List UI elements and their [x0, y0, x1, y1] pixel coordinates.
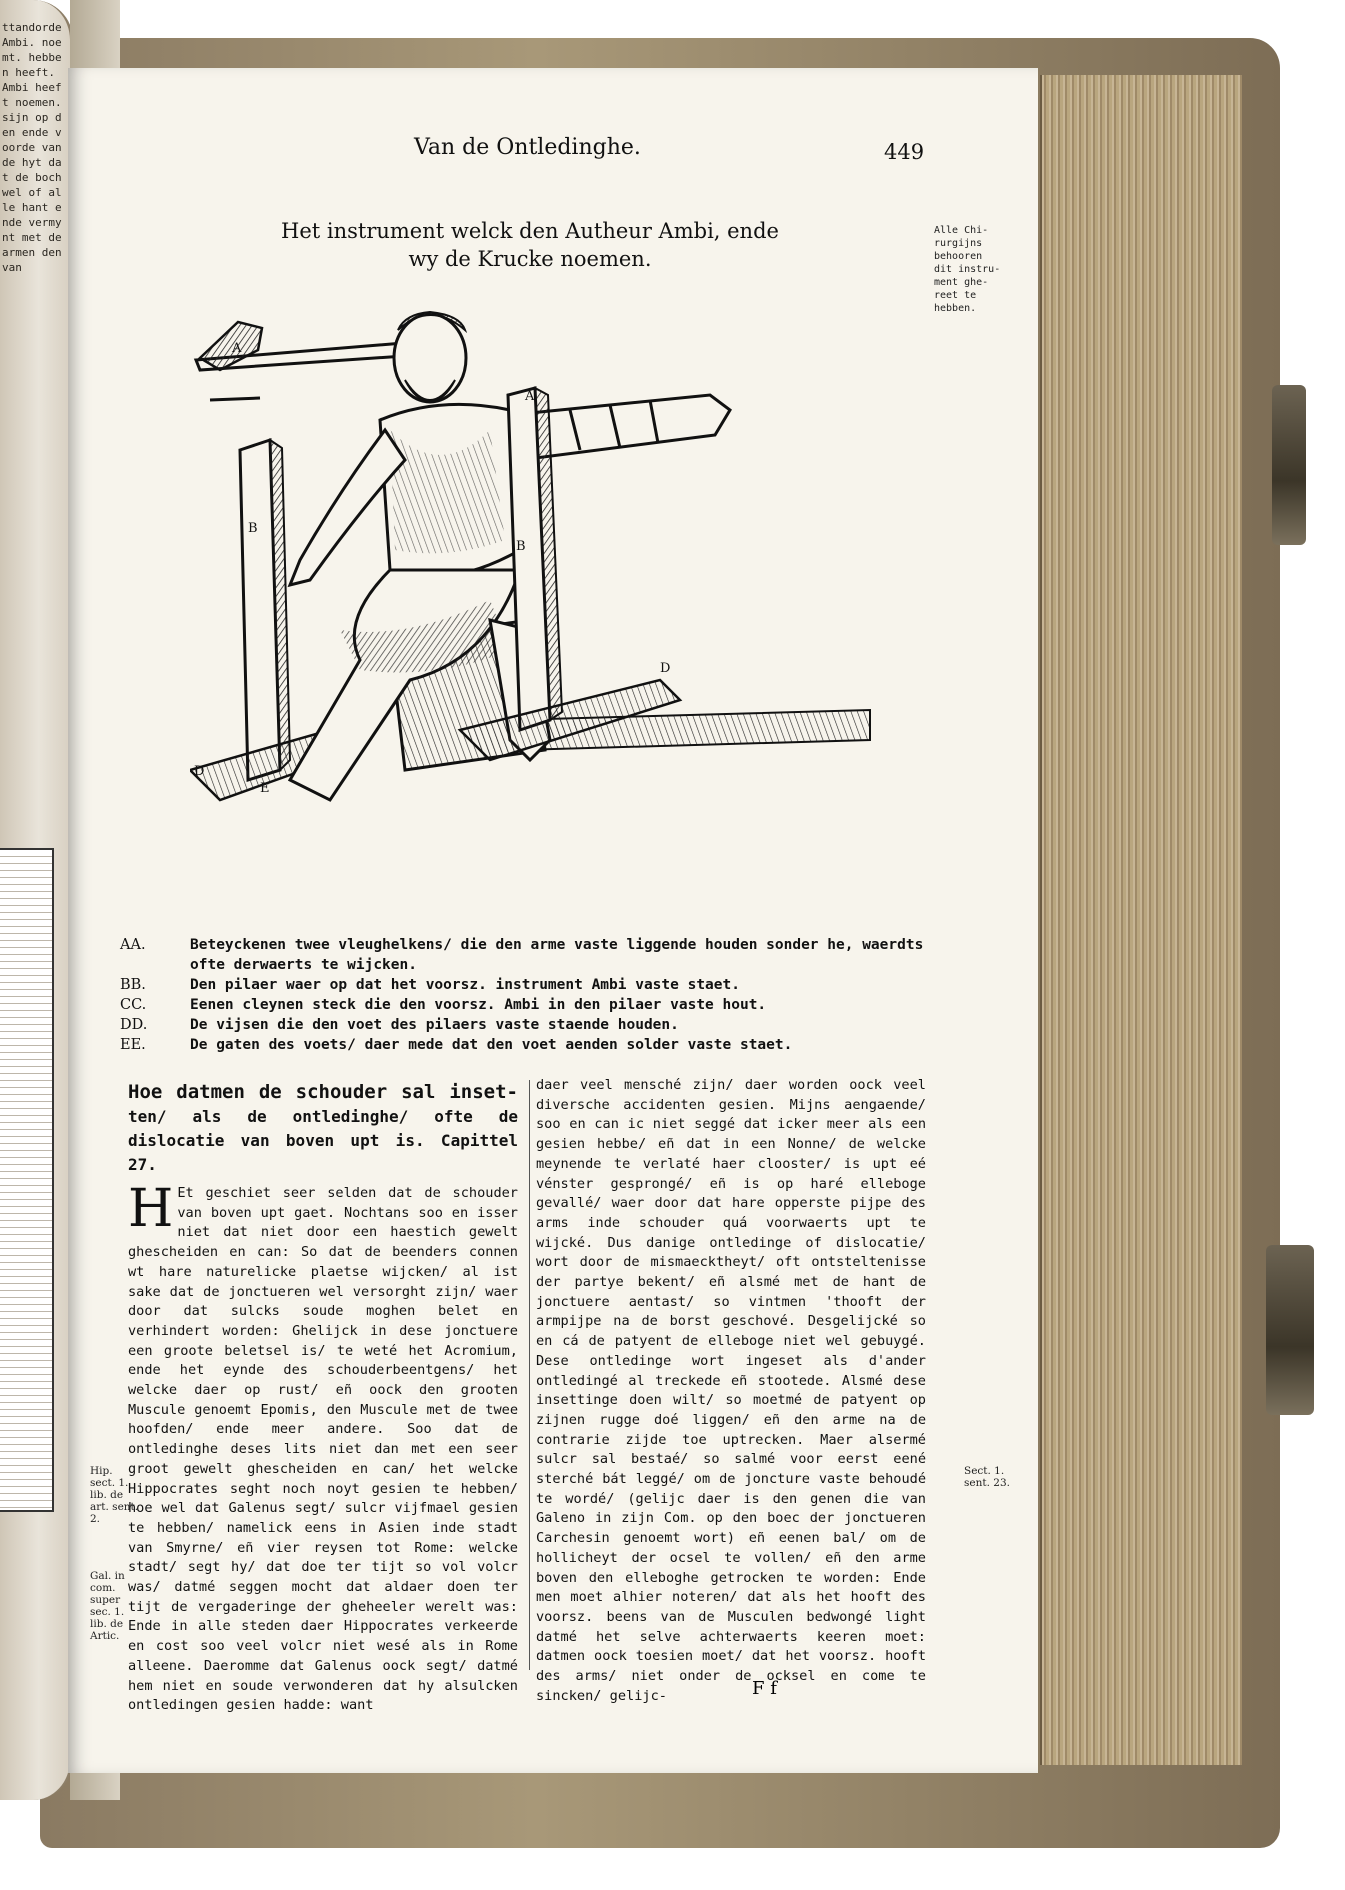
- legend-text: ofte derwaerts te wijcken.: [190, 957, 417, 973]
- margin-note-hip: Hip. sect. 1. lib. de art. sent. 2.: [90, 1465, 139, 1525]
- label-a-2: A: [525, 389, 535, 404]
- left-facing-page: [0, 0, 73, 1800]
- legend-key: CC.: [120, 997, 147, 1013]
- page-number: 449: [884, 140, 925, 164]
- figure-caption: [270, 217, 790, 273]
- label-d-2: D: [660, 661, 671, 676]
- woodcut-illustration: [190, 300, 880, 900]
- chapter-body-left: [128, 1179, 518, 1716]
- label-e: E: [260, 781, 270, 796]
- legend-key: AA.: [120, 937, 146, 953]
- legend-key: DD.: [120, 1017, 148, 1033]
- legend-text: Eenen cleynen steck die den voorsz. Ambi in den pilaer vaste hout.: [190, 997, 767, 1013]
- chapter-heading-line1: Hoe datmen de schouder sal inset-: [128, 1081, 518, 1103]
- legend-text: De vijsen die den voet des pilaers vaste staende houden.: [190, 1017, 679, 1033]
- legend-row: [120, 955, 950, 975]
- label-d-1: D: [194, 764, 205, 779]
- text-column-left: [128, 1080, 518, 1716]
- left-page-illustration: [0, 848, 54, 1512]
- legend-row: [120, 995, 950, 1015]
- legend-text: Den pilaer waer op dat het voorsz. instrument Ambi vaste staet.: [190, 977, 740, 993]
- chapter-heading: [128, 1080, 518, 1176]
- legend-row: [120, 975, 950, 995]
- legend-text: Beteyckenen twee vleughelkens/ die den arme vaste liggende houden sonder he, waerdts: [190, 937, 924, 953]
- left-page-text: ttandorde Ambi. noemt. hebben heeft. Ambi heeft noemen. sijn op den ende voorde van de hyt dat de boch wel of alle hant ende vermynt met de armen den van: [2, 21, 62, 274]
- label-a-1: A: [232, 341, 242, 356]
- legend-text: De gaten des voets/ daer mede dat den voet aenden solder vaste staet.: [190, 1037, 793, 1053]
- chapter-body-left-text: Et geschiet seer selden dat de schouder van boven upt gaet. Nochtans soo en isser niet dat niet door een haestich gewelt ghescheiden en can: So dat de beenders connen wt hare naturelicke plaetse wijcken/ al ist sake dat de jonctueren wel versorght zijn/ waer door dat sulcks soude moghen belet en verhindert worden: Ghelijck in dese jonctuere een groote beletsel is/ te weté het Acromium, ende het eynde des schouderbeentgens/ het welcke daer op rust/ eñ oock den grooten Muscule genoemt Epomis, den Muscule met de twee hoofden/ ende meer andere. Soo dat de ontledinghe deses lits niet dan met een seer groot gewelt ghescheiden en can/ het welcke Hippocrates seght noch noyt gesien te hebben/ hoe wel dat Galenus segt/ sulcr vijfmael gesien te hebben/ namelick eens in Asien inde stadt van Smyrne/ eñ vier reysen tot Rome: welcke stadt/ segt hy/ dat doe ter tijt so vol volcr was/ datmé seggen mocht dat aldaer doen ter tijt de vergaderinge der gheheeler werelt was: Ende in alle steden daer Hippocrates verkeerde en cost soo veel volcr niet wesé als in Rome alleene. Daeromme dat Galenus oock segt/ datmé hem niet en soude verwonderen dat hy alsulcken ontledingen gesien hadde: want: [128, 1185, 518, 1714]
- page-edges: [1040, 75, 1242, 1765]
- caption-line-2: wy de Krucke noemen.: [408, 247, 652, 271]
- legend-row: [120, 1035, 950, 1055]
- dropcap: H: [128, 1179, 174, 1239]
- margin-note-gal: Gal. in com. super sec. 1. lib. de Artic.: [90, 1570, 125, 1642]
- man-head: [394, 314, 466, 402]
- clasp-top: [1272, 385, 1306, 545]
- signature-mark: F f: [752, 1678, 777, 1699]
- ambi-peg: [210, 398, 260, 400]
- label-b-2: B: [516, 539, 526, 554]
- legend-row: [120, 1015, 950, 1035]
- legend-row: [120, 935, 950, 955]
- margin-note-sect: Sect. 1. sent. 23.: [964, 1465, 1010, 1489]
- chapter-body-right: daer veel mensché zijn/ daer worden oock veel diversche accidenten gesien. Mijns aengaende/ soo en can ic niet seggé dat icker meer als een gesien hebbe/ eñ dat in een Nonne/ de welcke meynende te verlaté haer clooster/ is upt eé vénster gesprongé/ eñ is op haré elleboge gevallé/ waer door dat hare opperste pijpe des arms inde schouder quá voorwaerts upt te wijcké. Dus danige ontledinge of dislocatie/ wort door de mismaecktheyt/ oft ontsteltenisse der partye bekent/ eñ alsmé met de hant de jonctuere aentast/ so vintmen 'thooft der armpijpe na de borst geschové. Desgelijcké so en cá de patyent de elleboge niet wel gebuygé. Dese ontledinge wort ingeset als d'ander ontledingé al treckede eñ stootede. Alsmé dese insettinge doen wilt/ so moetmé de patyent op zijnen rugge doé liggen/ eñ den arme na de contrarie zijde toe uptrecken. Maer alsermé sulcr sal bestaé/ so salmé voor eerst eené sterché bát leggé/ om de joncture vaste behoudé te wordé/ (gelijc daer is den genen die van Galeno in zijn Com. op den boec der jonctueren Carchesin genoemt wort) eñ eenen bal/ om de hollicheyt der ocsel te vollen/ eñ den arme boven den elleboghe getrocken te worden: Ende men moet alhier noteren/ dat als het hooft des voorsz. beens van de Musculen bedwongé light datmé het selve achterwaerts keeren moet: datmen oock toesien moet/ dat het voorsz. hooft des arms/ niet onder de ocksel en come te sincken/ gelijc-: [536, 1077, 926, 1704]
- figure-legend: [120, 935, 950, 1055]
- text-column-right: [536, 1076, 926, 1707]
- legend-key: [120, 955, 190, 975]
- label-b-1: B: [248, 521, 258, 536]
- legend-key: BB.: [120, 977, 146, 993]
- figure-sidenote: Alle Chi- rurgijns behooren dit instru- ment ghe- reet te hebben.: [934, 225, 1001, 314]
- column-rule: [529, 1080, 530, 1670]
- running-title: Van de Ontledinghe.: [414, 135, 641, 160]
- legend-key: EE.: [120, 1037, 146, 1053]
- caption-line-1: Het instrument welck den Autheur Ambi, ende: [281, 219, 779, 243]
- chapter-heading-rest: ten/ als de ontledinghe/ ofte de dislocatie van boven upt is. Capittel 27.: [128, 1107, 518, 1174]
- clasp-bottom: [1266, 1245, 1314, 1415]
